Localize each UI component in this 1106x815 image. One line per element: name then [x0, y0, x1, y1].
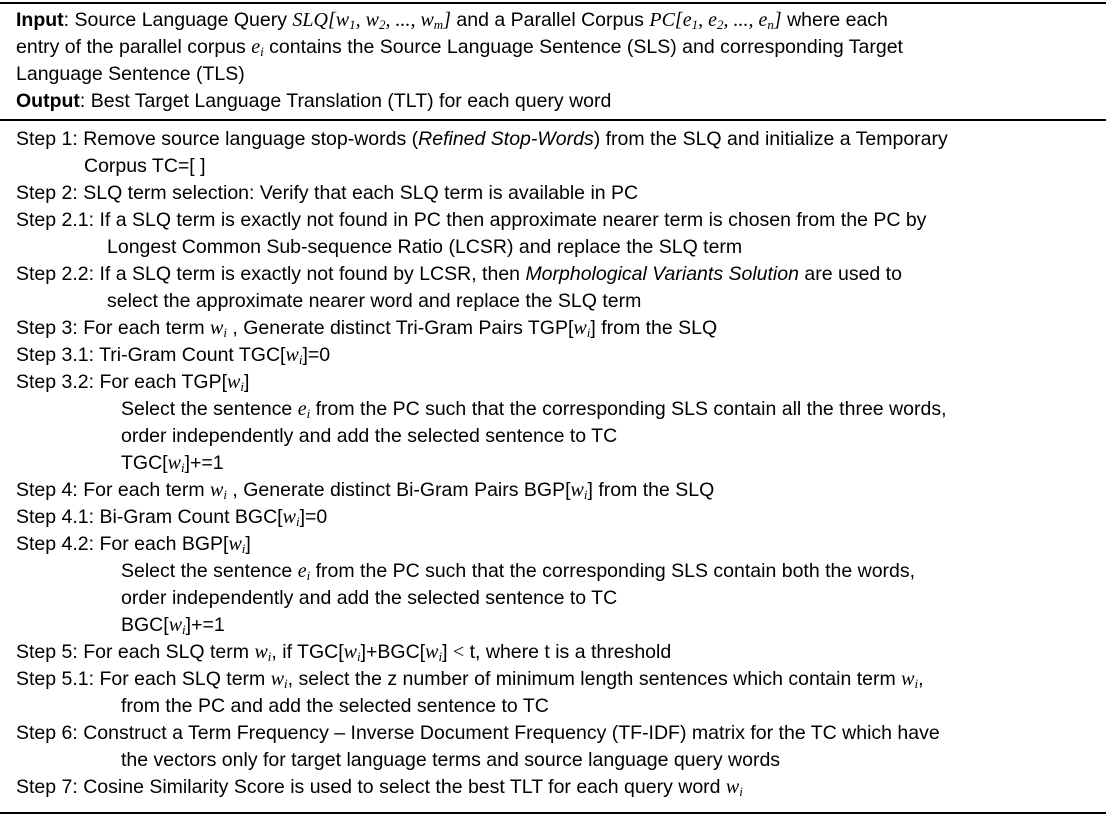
input-line-2: entry of the parallel corpus $e_i$ contains the Source Language Sentence (SLS) and corresponding Target [16, 36, 903, 59]
middle-rule [0, 119, 1106, 121]
step-4-1: Step 4.1: Bi-Gram Count $BGC[w_i]=0$ [16, 506, 328, 529]
bottom-rule [0, 812, 1106, 814]
input-text: where each [781, 9, 888, 31]
step-2: Step 2: SLQ term selection: Verify that each SLQ term is available in PC [16, 182, 639, 204]
step-2-1: Step 2.1: If a SLQ term is exactly not found in PC then approximate nearer term is chosen from the PC by [16, 209, 927, 231]
input-text: : Source Language Query [63, 9, 293, 31]
step-6: Step 6: Construct a Term Frequency – Inverse Document Frequency (TF-IDF) matrix for the TC which have [16, 722, 940, 744]
top-rule [0, 2, 1106, 4]
step-7: Step 7: Cosine Similarity Score is used to select the best TLT for each query word $w_i$ [16, 776, 743, 799]
step-3-2-body-1: Select the sentence $e_i$ from the PC such that the corresponding SLS contain all the three words, [121, 398, 947, 421]
step-2-1-cont: Longest Common Sub-sequence Ratio (LCSR) and replace the SLQ term [107, 236, 743, 258]
input-text: and a Parallel Corpus [450, 9, 650, 31]
step-1-cont: Corpus TC=[ ] [84, 155, 206, 177]
step-3-1: Step 3.1: Tri-Gram Count $TGC[w_i]=0$ [16, 344, 331, 367]
step-6-cont: the vectors only for target language terms and source language query words [121, 749, 781, 771]
step-3-2-body-2: order independently and add the selected sentence to TC [121, 425, 618, 447]
step-3-2: Step 3.2: For each $TGP[w_i]$ [16, 371, 250, 394]
step-4-2: Step 4.2: For each $BGP[w_i]$ [16, 533, 251, 556]
step-5-1: Step 5.1: For each SLQ term $w_i$, select the z number of minimum length sentences which contain term $w_i$, [16, 668, 924, 691]
step-5: Step 5: For each SLQ term $w_i$, if $TGC[w_i]+BGC[w_i] < t$, where t is a threshold [16, 641, 672, 664]
step-4-2-body-2: order independently and add the selected sentence to TC [121, 587, 618, 609]
pc-math: $PC[e_1$, $e_2$, ..., $e_n$] [649, 9, 782, 32]
step-2-2-cont: select the approximate nearer word and replace the SLQ term [107, 290, 642, 312]
input-line-3: Language Sentence (TLS) [16, 63, 245, 85]
output-line: Output: Best Target Language Translation (TLT) for each query word [16, 90, 612, 112]
step-1: Step 1: Remove source language stop-words (Refined Stop-Words) from the SLQ and initialize a Temporary [16, 128, 948, 150]
slq-math: $SLQ[w_1$, $w_2$, ..., $w_m$] [292, 9, 451, 32]
input-line-1 [16, 8, 888, 37]
step-3-2-body-3: $TGC[w_i]+=1$ [121, 452, 224, 475]
step-4: Step 4: For each term $w_i$ , Generate distinct Bi-Gram Pairs $BGP[w_i]$ from the SLQ [16, 479, 715, 502]
input-label: Input [16, 9, 64, 31]
step-2-2: Step 2.2: If a SLQ term is exactly not found by LCSR, then Morphological Variants Solution are used to [16, 263, 902, 285]
output-label: Output [16, 90, 80, 112]
step-4-2-body-3: $BGC[w_i]+=1$ [121, 614, 225, 637]
step-3: Step 3: For each term $w_i$ , Generate distinct Tri-Gram Pairs $TGP[w_i]$ from the SLQ [16, 317, 718, 340]
step-5-1-cont: from the PC and add the selected sentence to TC [121, 695, 549, 717]
step-4-2-body-1: Select the sentence $e_i$ from the PC such that the corresponding SLS contain both the words, [121, 560, 916, 583]
